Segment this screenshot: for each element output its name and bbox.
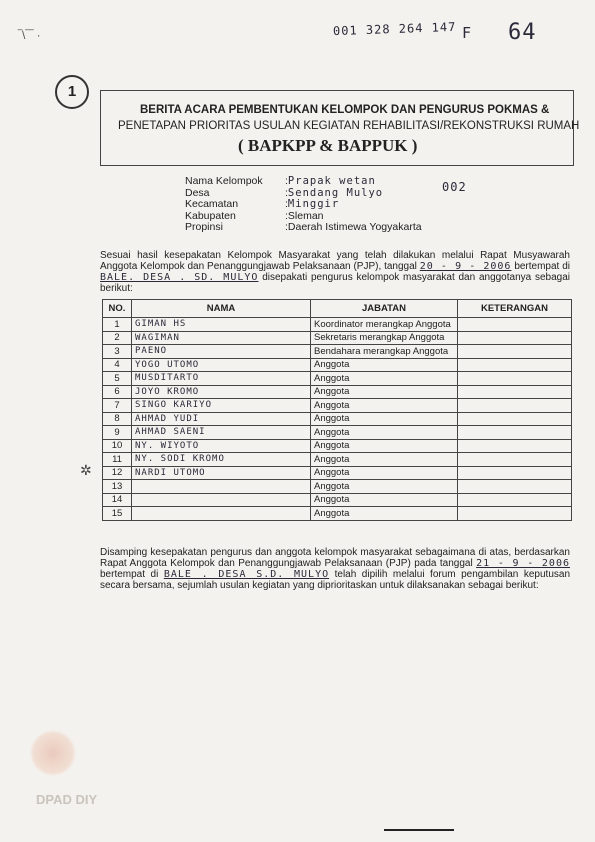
cell-no: 6 <box>103 385 132 399</box>
cell-no: 1 <box>103 318 132 332</box>
cell-jabatan: Anggota <box>311 453 458 467</box>
cell-nama: AHMAD SAENI <box>132 426 311 440</box>
cell-nama <box>132 507 311 521</box>
header-jabatan: JABATAN <box>311 300 458 318</box>
table-row <box>103 331 572 345</box>
cell-jabatan: Anggota <box>311 507 458 521</box>
cell-keterangan <box>458 466 572 480</box>
cell-keterangan <box>458 358 572 372</box>
members-table <box>102 299 572 521</box>
archive-stamp-icon <box>30 730 76 776</box>
value-kecamatan: Minggir <box>287 198 340 210</box>
cell-no: 5 <box>103 372 132 386</box>
cell-no: 11 <box>103 453 132 467</box>
value-desa: Sendang Mulyo <box>287 186 384 199</box>
cell-keterangan <box>458 507 572 521</box>
group-code: 002 <box>442 180 467 194</box>
header-keterangan: KETERANGAN <box>458 300 572 318</box>
cell-no: 13 <box>103 480 132 494</box>
paragraph-agreement <box>100 250 570 294</box>
paragraph-priorities <box>100 547 570 591</box>
cell-nama: JOYO KROMO <box>132 385 311 399</box>
cell-nama: GIMAN HS <box>132 318 311 332</box>
cell-jabatan: Anggota <box>311 426 458 440</box>
cell-jabatan: Sekretaris merangkap Anggota <box>311 331 458 345</box>
value-nama-kelompok: Prapak wetan <box>287 175 376 187</box>
cell-nama: NY. SODI KROMO <box>132 453 311 467</box>
cell-keterangan <box>458 480 572 494</box>
cell-keterangan <box>458 412 572 426</box>
table-row <box>103 426 572 440</box>
table-row <box>103 507 572 521</box>
cell-no: 9 <box>103 426 132 440</box>
cell-nama: MUSDITARTO <box>132 372 311 386</box>
cell-keterangan <box>458 453 572 467</box>
table-row <box>103 318 572 332</box>
cell-keterangan <box>458 345 572 359</box>
cell-jabatan: Anggota <box>311 493 458 507</box>
para2-text-a: Disamping kesepakatan pengurus dan anggota kelompok masyarakat sebagaimana di atas, berdasarkan Rapat Anggota Kelompok dan Penanggungjawab Pelaksanaan (PJP) pada tanggal <box>100 547 570 569</box>
para2-text-b: bertempat di <box>100 569 159 580</box>
label-kabupaten: Kabupaten <box>185 209 236 222</box>
cell-keterangan <box>458 426 572 440</box>
cell-no: 7 <box>103 399 132 413</box>
cell-keterangan <box>458 318 572 332</box>
cell-nama: YOGO UTOMO <box>132 358 311 372</box>
cell-keterangan <box>458 331 572 345</box>
group-info: Nama Kelompok : Prapak wetan Desa : Sendang Mulyo Kecamatan : Minggir Kabupaten : Sleman Propinsi : Daerah Istimewa Yogyakarta <box>185 176 438 234</box>
margin-scribble: ✲ <box>80 462 92 478</box>
page-number: 64 <box>508 20 537 45</box>
cell-no: 3 <box>103 345 132 359</box>
cell-nama: NARDI UTOMO <box>132 466 311 480</box>
cell-no: 10 <box>103 439 132 453</box>
para1-place: BALE. DESA . SD. MULYO <box>100 272 259 283</box>
table-row <box>103 345 572 359</box>
cell-nama <box>132 480 311 494</box>
reference-number: 001 328 264 147 <box>332 19 457 39</box>
table-row <box>103 480 572 494</box>
cell-keterangan <box>458 372 572 386</box>
table-row <box>103 358 572 372</box>
value-propinsi: Daerah Istimewa Yogyakarta <box>287 221 422 233</box>
header-no: NO. <box>103 300 132 318</box>
cell-jabatan: Anggota <box>311 358 458 372</box>
table-row <box>103 372 572 386</box>
cell-nama: AHMAD YUDI <box>132 412 311 426</box>
cell-jabatan: Anggota <box>311 480 458 494</box>
label-propinsi: Propinsi <box>185 221 223 233</box>
cell-no: 15 <box>103 507 132 521</box>
para2-date: 21 - 9 - 2006 <box>476 558 570 569</box>
cell-jabatan: Koordinator merangkap Anggota <box>311 318 458 332</box>
title-line-1: BERITA ACARA PEMBENTUKAN KELOMPOK DAN PENGURUS POKMAS & <box>140 104 550 116</box>
cell-jabatan: Anggota <box>311 399 458 413</box>
table-row <box>103 453 572 467</box>
handwritten-initial: F <box>462 24 473 42</box>
label-desa: Desa <box>185 186 210 199</box>
cell-nama <box>132 493 311 507</box>
cell-keterangan <box>458 439 572 453</box>
cell-nama: NY. WIYOTO <box>132 439 311 453</box>
cell-jabatan: Anggota <box>311 385 458 399</box>
cell-no: 8 <box>103 412 132 426</box>
para2-text-c: telah dipilih melalui forum pengambilan keputusan secara bersama, sejumlah usulan kegiatan yang diprioritaskan untuk dilaksanakan sebagai berikut: <box>100 569 571 591</box>
cell-keterangan <box>458 385 572 399</box>
title-line-3: ( BAPKPP & BAPPUK ) <box>238 136 418 155</box>
cell-jabatan: Anggota <box>311 372 458 386</box>
cell-jabatan: Bendahara merangkap Anggota <box>311 345 458 359</box>
footer-rule <box>384 829 454 831</box>
para1-date: 20 - 9 - 2006 <box>419 261 512 272</box>
corner-scribble: ‾\‾‾ · <box>18 28 41 42</box>
cell-keterangan <box>458 399 572 413</box>
table-row <box>103 385 572 399</box>
circled-number: 1 <box>55 75 89 109</box>
para1-text-c: disepakati pengurus kelompok masyarakat dan anggotanya sebagai berikut: <box>100 272 571 294</box>
table-row <box>103 466 572 480</box>
header-nama: NAMA <box>132 300 311 318</box>
cell-nama: SINGO KARIYO <box>132 399 311 413</box>
cell-jabatan: Anggota <box>311 412 458 426</box>
cell-nama: WAGIMAN <box>132 331 311 345</box>
cell-jabatan: Anggota <box>311 466 458 480</box>
cell-jabatan: Anggota <box>311 439 458 453</box>
para2-place: BALE . DESA S.D. MULYO <box>163 569 330 580</box>
cell-no: 4 <box>103 358 132 372</box>
label-kecamatan: Kecamatan <box>185 198 239 210</box>
label-nama-kelompok: Nama Kelompok <box>185 175 263 187</box>
para1-text-a: Sesuai hasil kesepakatan Kelompok Masyarakat yang telah dilakukan melalui Rapat Musyawarah Anggota Kelompok dan Penanggungjawab Pelaksanaan (PJP), tanggal <box>100 250 570 272</box>
cell-nama: PAENO <box>132 345 311 359</box>
cell-keterangan <box>458 493 572 507</box>
value-kabupaten: Sleman <box>287 209 324 222</box>
title-line-2: PENETAPAN PRIORITAS USULAN KEGIATAN REHABILITASI/REKONSTRUKSI RUMAH <box>118 120 580 132</box>
cell-no: 14 <box>103 493 132 507</box>
para1-text-b: bertempat di <box>514 261 570 272</box>
table-row <box>103 412 572 426</box>
archive-watermark: DPAD DIY <box>36 792 98 807</box>
table-row <box>103 399 572 413</box>
cell-no: 2 <box>103 331 132 345</box>
table-row <box>103 439 572 453</box>
cell-no: 12 <box>103 466 132 480</box>
table-header-row <box>103 300 572 318</box>
table-row <box>103 493 572 507</box>
